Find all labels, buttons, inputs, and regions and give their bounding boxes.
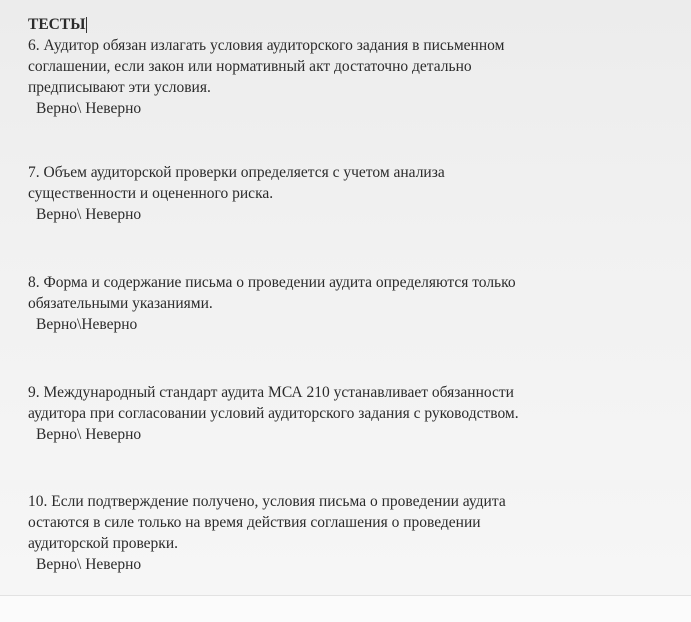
- question-8: [28, 272, 678, 335]
- question-9: [28, 382, 678, 445]
- question-text: 8. Форма и содержание письма о проведении аудита определяются только обязательными указаниями.: [28, 274, 516, 312]
- answer-options: Верно\Неверно: [36, 316, 138, 333]
- question-text: 10. Если подтверждение получено, условия письма о проведении аудита остаются в силе только на время действия соглашения о проведении аудиторской проверки.: [28, 493, 506, 552]
- question-6: [28, 35, 678, 119]
- text-cursor: [86, 17, 87, 33]
- answer-options: Верно\ Неверно: [36, 426, 142, 443]
- question-text: 6. Аудитор обязан излагать условия аудиторского задания в письменном соглашении, если закон или нормативный акт достаточно детально предписывают эти условия.: [28, 37, 505, 96]
- document-body: [28, 14, 678, 575]
- question-text: 7. Объем аудиторской проверки определяется с учетом анализа существенности и оцененного риска.: [28, 164, 445, 202]
- answer-options: Верно\ Неверно: [36, 100, 142, 117]
- answer-options: Верно\ Неверно: [36, 556, 142, 573]
- question-text: 9. Международный стандарт аудита МСА 210 устанавливает обязанности аудитора при согласовании условий аудиторского задания с руководством.: [28, 384, 519, 422]
- question-10: [28, 491, 678, 575]
- page-bottom-edge: [0, 595, 691, 622]
- title-text: ТЕСТЫ: [28, 16, 86, 33]
- answer-options: Верно\ Неверно: [36, 206, 142, 223]
- question-7: [28, 162, 678, 225]
- document-title: [28, 14, 678, 35]
